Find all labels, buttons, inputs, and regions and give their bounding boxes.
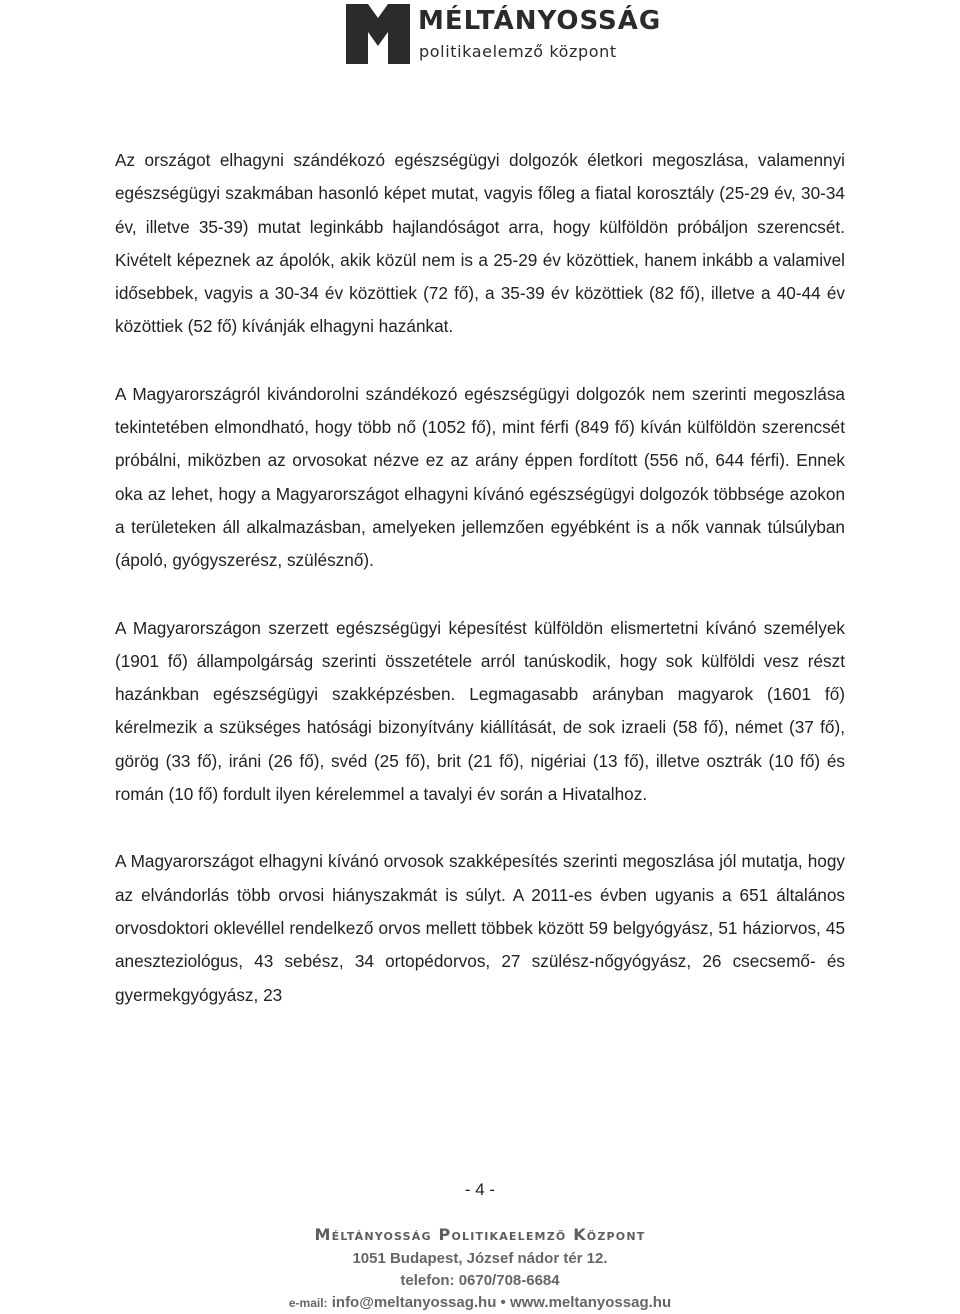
paragraph-gender-distribution: A Magyarországról kivándorolni szándékozó egészségügyi dolgozók nem szerinti megoszlása tekintetében elmondható, hogy több nő (1052 fő), mint férfi (849 fő) kíván külföldön szerencsét próbálni, miközben az orvosokat nézve ez az arány éppen fordított (556 nő, 644 férfi). Ennek oka az lehet, hogy a Magyarországot elhagyni kívánó egészségügyi dolgozók többsége azokon a területeken áll alkalmazásban, amelyeken jellemzően egyébként is a nők vannak túlsúlyban (ápoló, gyógyszerész, szülésznő). <box>115 383 845 571</box>
brand-subtitle: politikaelemző központ <box>419 42 617 61</box>
page-number: - 4 - <box>464 1180 496 1199</box>
footer-contact <box>0 1292 960 1314</box>
paragraph-citizenship: A Magyarországon szerzett egészségügyi képesítést külföldön elismertetni kívánó személyek (1901 fő) állampolgárság szerinti összetétele arról tanúskodik, hogy sok külföldi vesz részt hazánkban egészségügyi szakképzésben. Legmagasabb arányban magyarok (1601 fő) kérelmezik a szükséges hatósági bizonyítvány kiállítását, de sok izraeli (58 fő), német (37 fő), görög (33 fő), iráni (26 fő), svéd (25 fő), brit (21 fő), nigériai (13 fő), illetve osztrák (10 fő) és román (10 fő) fordult ilyen kérelemmel a tavalyi év során a Hivatalhoz. <box>115 617 845 805</box>
footer-email-web[interactable]: info@meltanyossag.hu • www.meltanyossag.hu <box>331 1294 672 1311</box>
brand-name: MÉLTÁNYOSSÁG <box>418 6 662 36</box>
document-body <box>115 144 845 1046</box>
paragraph-age-distribution: Az országot elhagyni szándékozó egészségügyi dolgozók életkori megoszlása, valamennyi egészségügyi szakmában hasonló képet mutat, vagyis főleg a fiatal korosztály (25-29 év, 30-34 év, illetve 35-39) mutat leginkább hajlandóságot arra, hogy külföldön próbáljon szerencsét. Kivételt képeznek az ápolók, akik közül nem is a 25-29 év közöttiek, hanem inkább a valamivel idősebbek, vagyis a 30-34 év közöttiek (72 fő), a 35-39 év közöttiek (82 fő), illetve a 40-44 év közöttiek (52 fő) kívánják elhagyni hazánkat. <box>115 150 845 337</box>
page-header <box>346 4 666 66</box>
footer-address: 1051 Budapest, József nádor tér 12. <box>352 1250 608 1267</box>
m-logo-icon <box>346 4 410 64</box>
footer-email-label: e-mail: <box>288 1296 328 1310</box>
footer-organization: Méltányosság Politikaelemző Központ <box>314 1225 646 1244</box>
footer-phone: telefon: 0670/708-6684 <box>400 1272 560 1289</box>
paragraph-specialization: A Magyarországot elhagyni kívánó orvosok szakképesítés szerinti megoszlása jól mutatja, hogy az elvándorlás több orvosi hiányszakmát is súlyt. A 2011-es évben ugyanis a 651 általános orvosdoktori oklevéllel rendelkező orvos mellett többek között 59 belgyógyász, 51 háziorvos, 45 aneszteziológus, 43 sebész, 34 ortopédorvos, 27 szülész-nőgyógyász, 26 csecsemő- és gyermekgyógyász, 23 <box>115 851 845 1005</box>
page-footer <box>0 1222 960 1314</box>
